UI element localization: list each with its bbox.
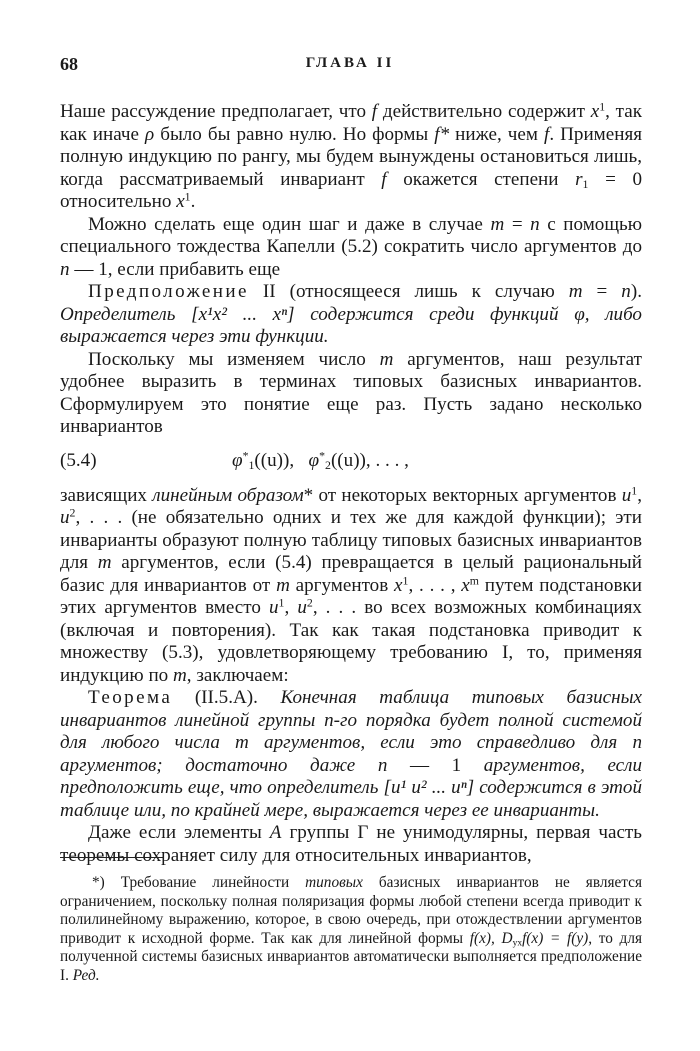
footnote (60, 874, 642, 986)
formula-number: (5.4) (60, 449, 97, 471)
formula-body: $\varphi^*_1((u))$, $\varphi^*_2((u))$, . . . , (232, 448, 409, 472)
footnote-rule (60, 857, 164, 858)
chapter-title: ГЛАВА II (305, 55, 395, 71)
paragraph-2: Можно сделать еще один шаг и даже в случае m = n с помощью специального тождества Капелли (5.2) сократить число аргументов до n — 1, если прибавить еще (60, 213, 643, 280)
paragraph-4: Поскольку мы изменяем число m аргументов, наш результат удобнее выразить в терминах типовых базисных инвариантов. Сформулируем это понятие еще раз. Пусть задано несколько инвариантов (60, 348, 642, 437)
formula-5-4 (60, 443, 642, 481)
paragraph-6: Даже если элементы A группы Γ не унимодулярны, первая часть теоремы сохраняет силу для относительных инвариантов, (60, 822, 642, 866)
footnote-text: *) Требование линейности типовых базисных инвариантов не является ограничением, поскольку полная поляризация формы любой степени всегда приводит к полилинейному выражению, которое, в свою очередь, при отождествлении аргументов приводит к исходной форме. Так как для линейной формы f(x), $D_{yx}f(x) = f(y)$, то для полученной системы базисных инвариантов автоматически выполняется предположение I. Ред. (60, 874, 643, 984)
main-text (60, 101, 642, 867)
running-head (60, 54, 640, 76)
paragraph-1: Наше рассуждение предполагает, что f действительно содержит $x^1$, так как иначе ρ было бы равно нулю. Но формы f* ниже, чем f. Применяя полную индукцию по рангу, мы будем вынуждены остановиться лишь, когда рассматриваемый инвариант f окажется степени $r_1 = 0$ относительно $x^1$. (60, 99, 643, 212)
paragraph-5: зависящих линейным образом* от некоторых векторных аргументов $u^1$, $u^2$, . . . (не обязательно одних и тех же для каждой функции); эти инварианты образуют полную таблицу типовых базисных инвариантов для m аргументов, если (5.4) превращается в целый рациональный базис для инвариантов от m аргументов $x^1$, . . . , $x^m$ путем подстановки этих аргументов вместо $u^1$, $u^2$, . . . во всех возможных комбинациях (включая и повторения). Так как такая подстановка приводит к множеству (5.3), удовлетворяющему требованию I, то, применяя индукцию по m, заключаем: (60, 483, 642, 686)
page-number: 68 (60, 54, 78, 74)
theorem-ii-5-a: Теорема (II.5.A). Конечная таблица типовых базисных инвариантов линейной группы n-го порядка будет полной системой для любого числа m аргументов, если это справедливо для n аргументов; достаточно даже n — 1 аргументов, если предположить еще, что определитель [u¹ u² ... uⁿ] содержится в этой таблице или, по крайней мере, выражается через ее инварианты. (60, 687, 643, 821)
assumption-ii: Предположение II (относящееся лишь к случаю m = n). Определитель [x¹x² ... xⁿ] содержится среди функций φ, либо выражается через эти функции. (60, 281, 642, 347)
